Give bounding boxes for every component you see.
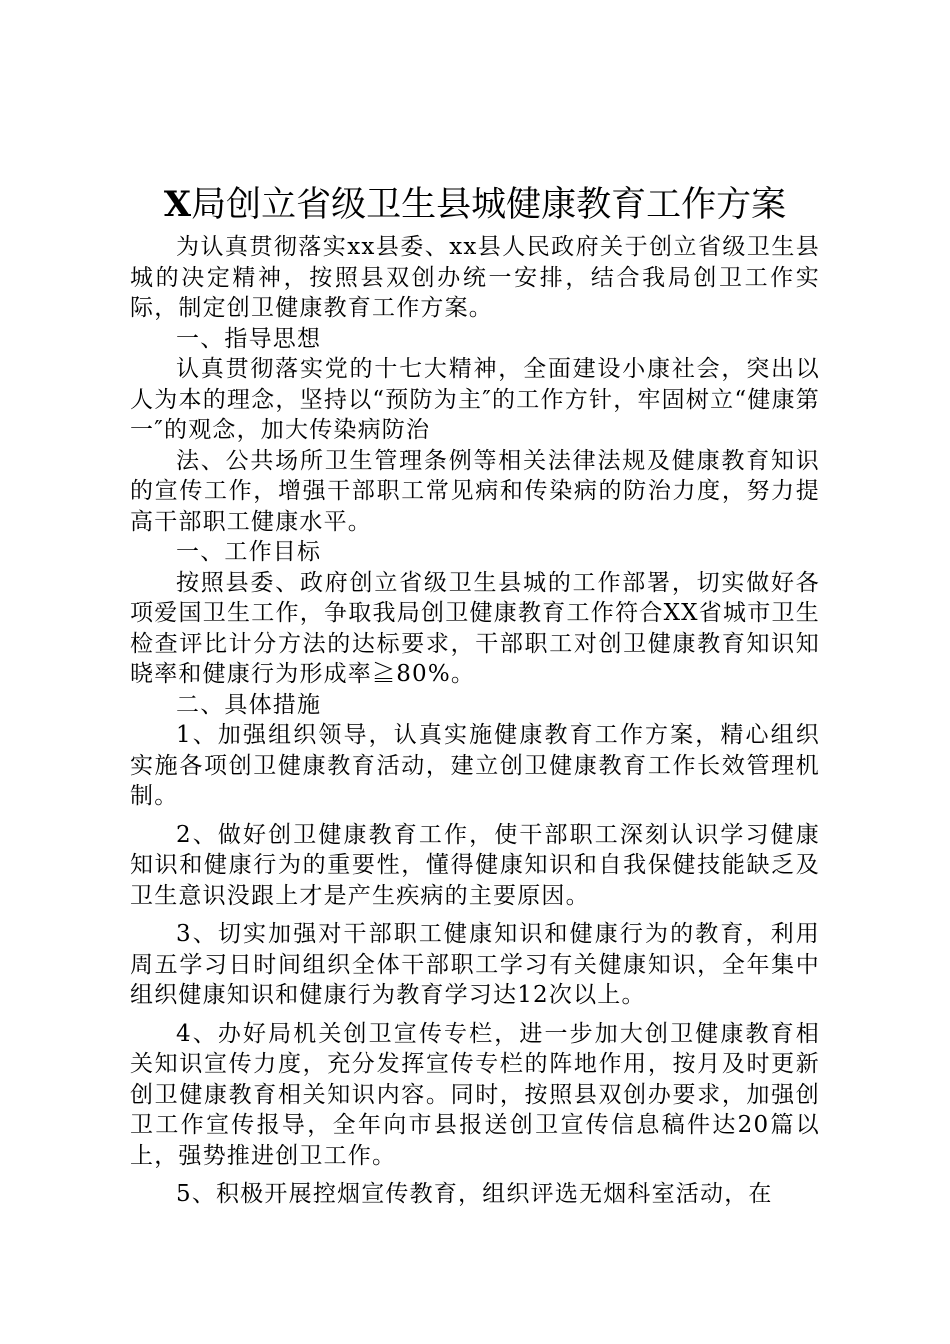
document-body [130, 232, 820, 1210]
section-heading-specific-measures: 二、具体措施 [176, 691, 322, 718]
document-title [0, 183, 950, 227]
section-heading-work-goals: 一、工作目标 [176, 539, 322, 565]
measure-item-1: 1、加强组织领导，认真实施健康教育工作方案，精心组织实施各项创卫健康教育活动，建立创卫健康教育工作长效管理机制。 [130, 722, 820, 809]
guiding-ideology-continuation: 法、公共场所卫生管理条例等相关法律法规及健康教育知识的宣传工作，增强干部职工常见病和传染病的防治力度，努力提高干部职工健康水平。 [130, 447, 820, 535]
measure-item-3: 3、切实加强对干部职工健康知识和健康行为的教育，利用周五学习日时间组织全体干部职工学习有关健康知识，全年集中组织健康知识和健康行为教育学习达12次以上。 [130, 921, 820, 1008]
title-prefix: X [163, 184, 192, 225]
guiding-ideology-paragraph: 认真贯彻落实党的十七大精神，全面建设小康社会，突出以人为本的理念，坚持以“预防为主″的工作方针，牢固树立“健康第一″的观念，加大传染病防治 [130, 356, 820, 443]
section-heading-guiding-ideology: 一、指导思想 [176, 325, 322, 352]
measure-item-2: 2、做好创卫健康教育工作，使干部职工深刻认识学习健康知识和健康行为的重要性，懂得健康知识和自我保健技能缺乏及卫生意识没跟上才是产生疾病的主要原因。 [130, 821, 820, 909]
measure-item-5: 5、积极开展控烟宣传教育，组织评选无烟科室活动，在 [176, 1181, 773, 1207]
measure-item-4: 4、办好局机关创卫宣传专栏，进一步加大创卫健康教育相关知识宣传力度，充分发挥宣传专栏的阵地作用，按月及时更新创卫健康教育相关知识内容。同时，按照县双创办要求，加强创卫工作宣传报导，全年向市县报送创卫宣传信息稿件达20篇以上，强势推进创卫工作。 [130, 1020, 820, 1169]
intro-paragraph: 为认真贯彻落实xx县委、xx县人民政府关于创立省级卫生县城的决定精神，按照县双创办统一安排，结合我局创卫工作实际，制定创卫健康教育工作方案。 [130, 234, 820, 321]
title-text: 局创立省级卫生县城健康教育工作方案 [191, 185, 787, 225]
work-goals-paragraph: 按照县委、政府创立省级卫生县城的工作部署，切实做好各项爱国卫生工作，争取我局创卫健康教育工作符合XX省城市卫生检查评比计分方法的达标要求，干部职工对创卫健康教育知识知晓率和健康行为形成率≧80%。 [130, 569, 820, 687]
